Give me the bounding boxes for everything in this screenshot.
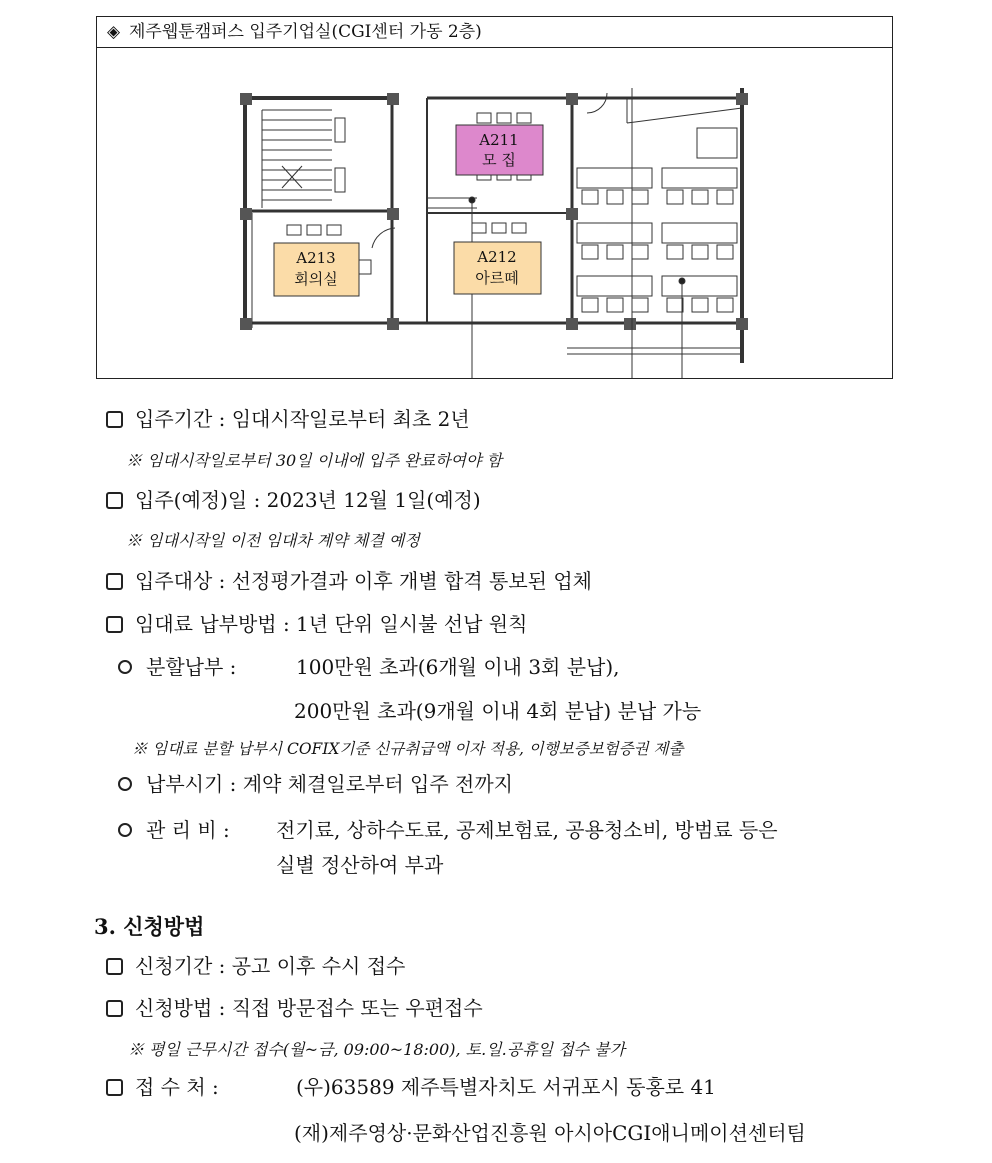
checkbox-square-icon [106,616,123,633]
installment-line1: 100만원 초과(6개월 이내 3회 분납), [296,655,620,679]
item-move-in-date: 입주(예정)일 : 2023년 12월 1일(예정) [106,487,481,513]
room-a211-code: A211 [479,131,519,149]
installment-label-row [118,654,236,680]
circle-bullet-icon [118,660,132,674]
room-a211-name: 모 집 [482,151,516,169]
application-method: 신청방법 : 직접 방문접수 또는 우편접수 [106,995,483,1021]
application-place-organization: (재)제주영상·문화산업진흥원 아시아CGI애니메이션센터팀 [294,1121,806,1145]
checkbox-square-icon [106,1079,123,1096]
application-hours-note: ※ 평일 근무시간 접수(월~금, 09:00~18:00), 토.일.공휴일 접수 불가 [128,1040,626,1059]
item-move-in-period: 입주기간 : 임대시작일로부터 최초 2년 [106,406,470,432]
installment-line2: 200만원 초과(9개월 이내 4회 분납) 분납 가능 [294,699,702,723]
floor-plan-drawing [97,48,892,378]
application-place-address: (우)63589 제주특별자치도 서귀포시 동홍로 41 [296,1075,716,1099]
management-label-row [118,817,230,843]
floor-plan-figure [96,16,893,379]
circle-bullet-icon [118,823,132,837]
room-a213-name: 회의실 [294,270,338,288]
management-line1: 전기료, 상하수도료, 공제보험료, 공용청소비, 방범료 등은 [276,818,778,842]
application-place-label: 접 수 처 : [135,1075,219,1099]
item-target: 입주대상 : 선정평가결과 이후 개별 합격 통보된 업체 [106,568,592,594]
application-place-label-row [106,1074,219,1100]
note-lease-contract: ※ 임대시작일 이전 임대차 계약 체결 예정 [126,531,420,550]
figure-caption-text: 제주웹툰캠퍼스 입주기업실(CGI센터 가동 2층) [129,22,482,42]
section-3-title: 3. 신청방법 [94,914,205,939]
installment-label: 분할납부 : [146,655,237,679]
checkbox-square-icon [106,573,123,590]
checkbox-square-icon [106,958,123,975]
circle-bullet-icon [118,777,132,791]
installment-note: ※ 임대료 분할 납부시 COFIX기준 신규취급액 이자 적용, 이행보증보험증권 제출 [132,740,684,758]
management-label: 관 리 비 : [146,818,230,842]
application-period: 신청기간 : 공고 이후 수시 접수 [106,953,405,979]
checkbox-square-icon [106,411,123,428]
payment-time: 납부시기 : 계약 체결일로부터 입주 전까지 [118,771,513,797]
figure-caption [97,17,892,48]
room-a212-name: 아르떼 [475,269,519,287]
diamond-bullet-icon: ◈ [107,22,121,42]
checkbox-square-icon [106,1000,123,1017]
item-rent-payment-method: 임대료 납부방법 : 1년 단위 일시불 선납 원칙 [106,611,527,637]
note-move-in-deadline: ※ 임대시작일로부터 30일 이내에 입주 완료하여야 함 [126,451,502,470]
management-line2: 실별 정산하여 부과 [276,853,444,877]
checkbox-square-icon [106,492,123,509]
room-a212-code: A212 [477,248,517,266]
room-a213-code: A213 [296,249,336,267]
